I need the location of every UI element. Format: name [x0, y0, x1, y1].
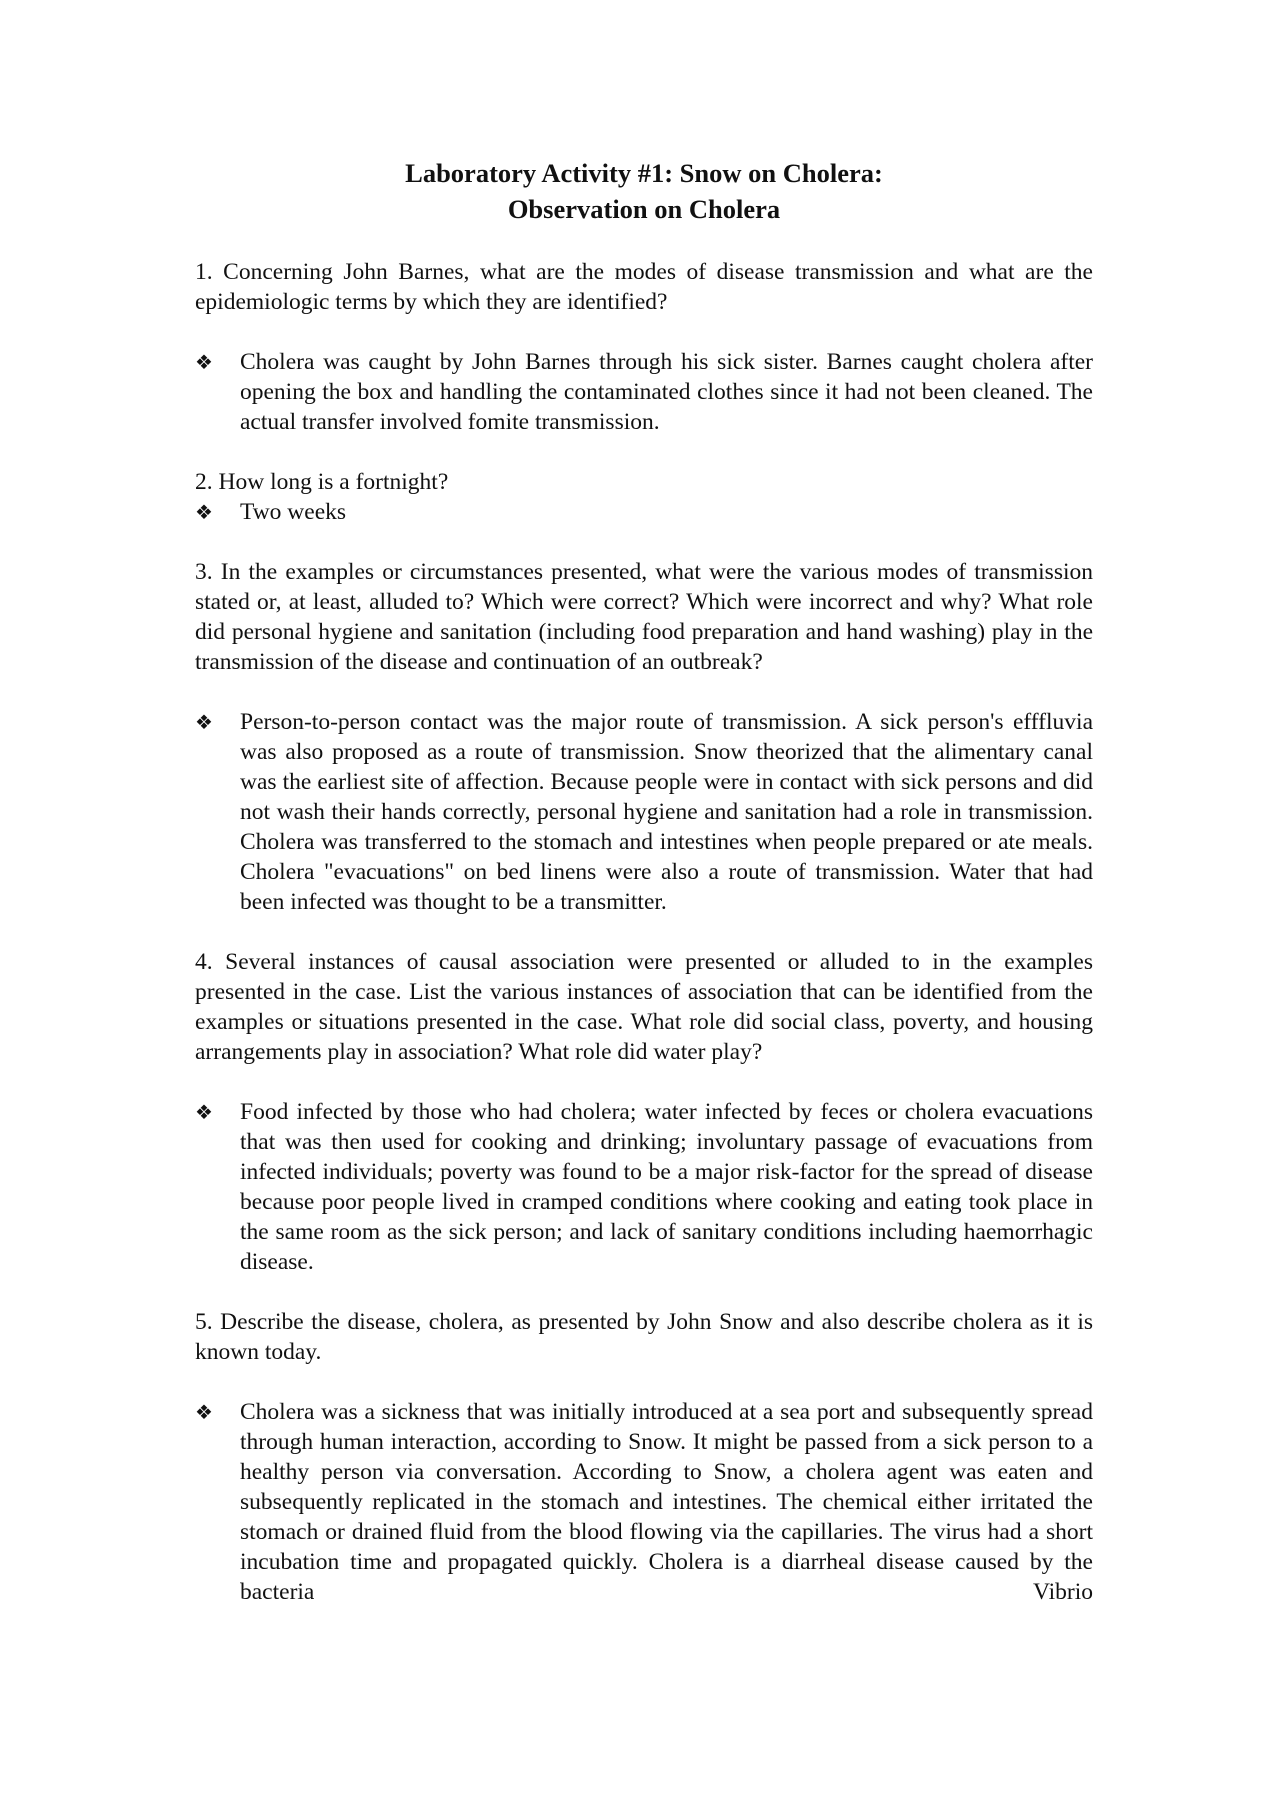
diamond-bullet-icon: ❖: [195, 710, 213, 734]
title-line-2: Observation on Cholera: [507, 194, 781, 224]
question-1: 1. Concerning John Barnes, what are the modes of disease transmission and what are the epidemiologic terms by which they are identified?: [195, 259, 1093, 315]
diamond-bullet-icon: ❖: [195, 1400, 213, 1424]
answer-2-text: Two weeks: [240, 499, 347, 525]
diamond-bullet-icon: ❖: [195, 1100, 213, 1124]
answer-3: [195, 707, 1093, 917]
question-4: 4. Several instances of causal association were presented or alluded to in the examples presented in the case. List the various instances of association that can be identified from the examples or situations presented in the case. What role did social class, poverty, and housing arrangements play in association? What role did water play?: [195, 949, 1093, 1065]
answer-5-text: Cholera was a sickness that was initially introduced at a sea port and subsequently spread through human interaction, according to Snow. It might be passed from a sick person to a healthy person via conversation. According to Snow, a cholera agent was eaten and subsequently replicated in the stomach and intestines. The chemical either irritated the stomach or drained fluid from the blood flowing via the capillaries. The virus had a short incubation time and propagated quickly. Cholera is a diarrheal disease caused by the bacteria Vibrio: [240, 1399, 1093, 1605]
diamond-bullet-icon: ❖: [195, 350, 213, 374]
answer-4-text: Food infected by those who had cholera; water infected by feces or cholera evacuations that was then used for cooking and drinking; involuntary passage of evacuations from infected individuals; poverty was found to be a major risk-factor for the spread of disease because poor people lived in cramped conditions where cooking and eating took place in the same room as the sick person; and lack of sanitary conditions including haemorrhagic disease.: [240, 1099, 1093, 1275]
answer-2: [195, 497, 1093, 527]
question-2: 2. How long is a fortnight?: [195, 469, 449, 495]
document-title: [195, 155, 1093, 227]
answer-3-text: Person-to-person contact was the major route of transmission. A sick person's efffluvia was also proposed as a route of transmission. Snow theorized that the alimentary canal was the earliest site of affection. Because people were in contact with sick persons and did not wash their hands correctly, personal hygiene and sanitation had a role in transmission. Cholera was transferred to the stomach and intestines when people prepared or ate meals. Cholera "evacuations" on bed linens were also a route of transmission. Water that had been infected was thought to be a transmitter.: [240, 709, 1093, 915]
question-5: 5. Describe the disease, cholera, as presented by John Snow and also describe cholera as it is known today.: [195, 1309, 1093, 1365]
question-3: 3. In the examples or circumstances presented, what were the various modes of transmission stated or, at least, alluded to? Which were correct? Which were incorrect and why? What role did personal hygiene and sanitation (including food preparation and hand washing) play in the transmission of the disease and continuation of an outbreak?: [195, 559, 1093, 675]
answer-4: [195, 1097, 1093, 1277]
document-page: [195, 155, 1093, 1637]
answer-5: [195, 1397, 1093, 1607]
diamond-bullet-icon: ❖: [195, 500, 213, 524]
title-line-1: Laboratory Activity #1: Snow on Cholera:: [405, 158, 883, 188]
answer-1: [195, 347, 1093, 437]
answer-1-text: Cholera was caught by John Barnes through his sick sister. Barnes caught cholera after opening the box and handling the contaminated clothes since it had not been cleaned. The actual transfer involved fomite transmission.: [240, 349, 1093, 435]
